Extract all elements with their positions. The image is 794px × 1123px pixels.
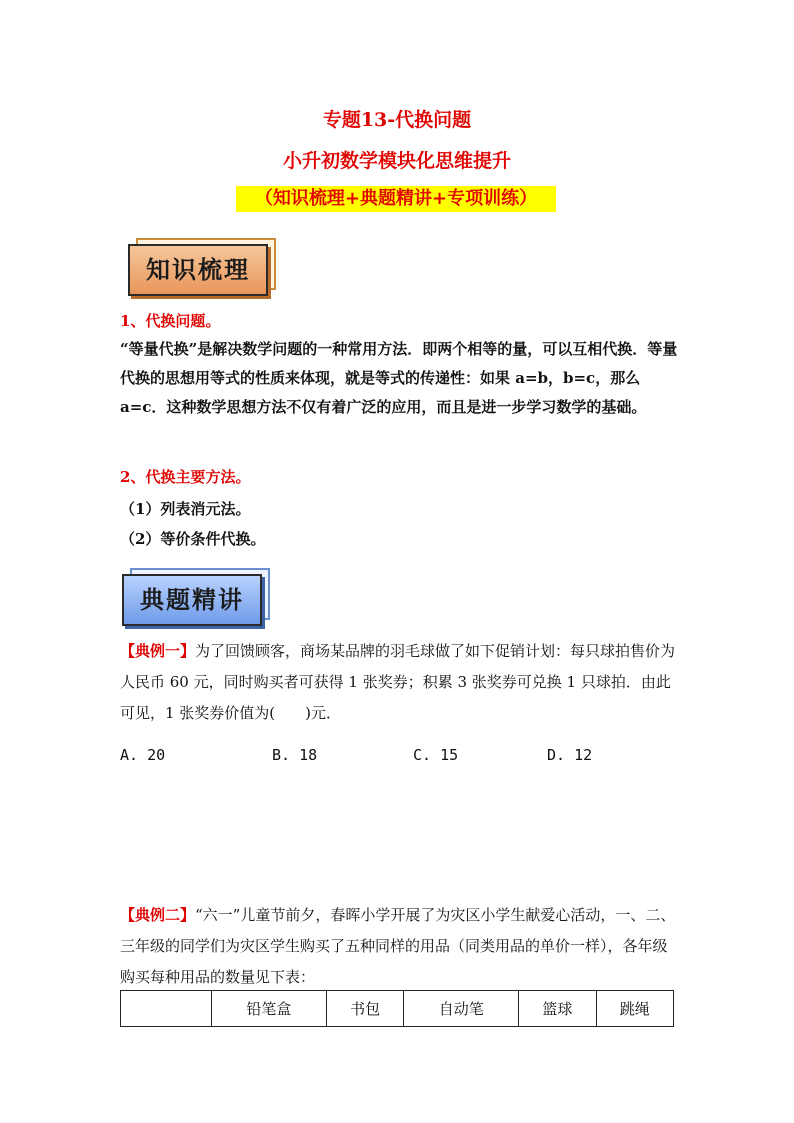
option-a: A. 20 (120, 746, 166, 764)
supplies-table (120, 990, 674, 1027)
example2-text: “六一”儿童节前夕，春晖小学开展了为灾区小学生献爱心活动，一、二、三年级的同学们为灾区学生购买了五种同样的用品（同类用品的单价一样），各年级购买每种用品的数量见下表： (120, 906, 676, 986)
table-header-row (121, 991, 674, 1027)
option-c: C. 15 (413, 746, 459, 764)
knowledge-banner-label: 知识梳理 (128, 244, 268, 296)
table-header-cell: 跳绳 (596, 991, 673, 1027)
method-item: （1）列表消元法。 (120, 500, 251, 518)
page-tagline: （知识梳理+典题精讲+专项训练） (236, 186, 556, 212)
table-header-cell (121, 991, 212, 1027)
table-header-cell: 自动笔 (404, 991, 519, 1027)
example1 (120, 636, 680, 729)
option-d: D. 12 (547, 746, 593, 764)
examples-banner-label: 典题精讲 (122, 574, 262, 626)
page-subtitle: 小升初数学模块化思维提升 (282, 150, 511, 172)
table-header-cell: 篮球 (519, 991, 596, 1027)
example1-label: 【典例一】 (120, 642, 196, 660)
knowledge-banner (128, 244, 272, 296)
method-item: （2）等价条件代换。 (120, 530, 266, 548)
section2-heading: 2、代换主要方法。 (120, 468, 251, 486)
page-title: 专题13-代换问题 (322, 109, 472, 131)
section1-heading: 1、代换问题。 (120, 312, 221, 330)
example2-label: 【典例二】 (120, 906, 196, 924)
example1-text: 为了回馈顾客，商场某品牌的羽毛球做了如下促销计划：每只球拍售价为人民币 60 元，同时购买者可获得 1 张奖券；积累 3 张奖券可兑换 1 只球拍．由此可见，1 张奖券价值为( )元． (120, 642, 676, 722)
table-header-cell: 书包 (326, 991, 403, 1027)
example2 (120, 900, 680, 993)
option-b: B. 18 (272, 746, 318, 764)
section1-paragraph: “等量代换”是解决数学问题的一种常用方法．即两个相等的量，可以互相代换．等量代换的思想用等式的性质来体现，就是等式的传递性：如果 a=b，b=c，那么 a=c．这种数学思想方法不仅有着广泛的应用，而且是进一步学习数学的基础。 (120, 340, 678, 416)
table-header-cell: 铅笔盒 (212, 991, 327, 1027)
examples-banner (122, 574, 266, 626)
